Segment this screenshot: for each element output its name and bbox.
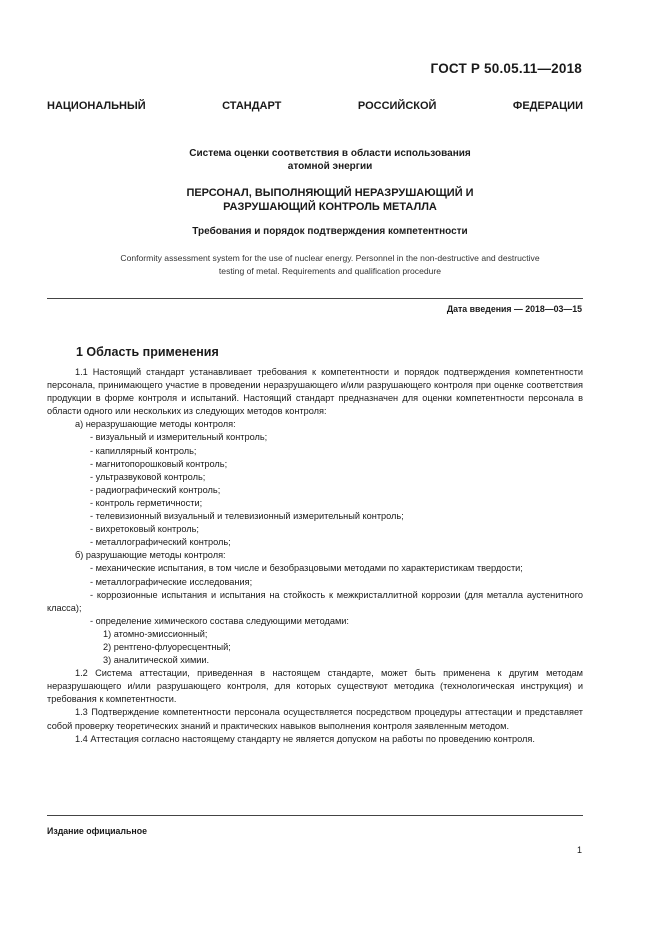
list-item: - механические испытания, в том числе и безобразцовыми методами по характеристикам твердости; [90,563,523,574]
list-item: - контроль герметичности; [90,497,203,508]
paragraph-1-3: 1.3 Подтверждение компетентности персонала осуществляется посредством процедуры аттестации и представляет собой проверку теоретических знаний и практических навыков выполнения контроля заявленным методом. [47,707,583,731]
introduction-date: Дата введения — 2018—03—15 [446,304,582,314]
list-item: - телевизионный визуальный и телевизионный измерительный контроль; [90,511,404,522]
system-title-line1: Система оценки соответствия в области использования [189,148,471,159]
top-divider [47,298,583,299]
list-a-heading: а) неразрушающие методы контроля: [75,419,236,430]
list-item: - металлографические исследования; [90,576,253,587]
footer-divider [47,815,583,816]
sub-list-item: 1) атомно-эмиссионный; [103,628,208,639]
document-title [60,186,600,214]
sub-list-item: 3) аналитической химии. [103,655,210,666]
section-body [47,366,583,746]
list-item: - радиографический контроль; [90,484,221,495]
paragraph-1-2: 1.2 Система аттестации, приведенная в настоящем стандарте, может быть применена к другим методам неразрушающего и/или разрушающего контроля, для которых существуют методика (технологическая инструкция) и требования к компетентности. [47,668,583,705]
paragraph-1-1: 1.1 Настоящий стандарт устанавливает требования к компетентности и порядок подтверждения компетентности персонала, принимающего участие в проведении неразрушающего и/или разрушающего контроля при оценке соответствия продукции в форме контроля и испытаний. Настоящий стандарт предназначен для оценки компетентности персонала в области одного или нескольких из следующих методов контроля: [47,367,583,417]
list-item: - определение химического состава следующими методами: [90,615,349,626]
standard-number: ГОСТ Р 50.05.11—2018 [430,61,582,76]
page-number: 1 [576,845,582,855]
section-heading: 1 Область применения [76,345,219,359]
list-item: - металлографический контроль; [90,537,231,548]
paragraph-1-4: 1.4 Аттестация согласно настоящему стандарту не является допуском на работы по проведению контроля. [75,733,535,744]
edition-label: Издание официальное [47,826,147,836]
list-item: - ультразвуковой контроль; [90,471,206,482]
list-item: - магнитопорошковый контроль; [90,458,228,469]
english-title [60,252,600,278]
english-title-line1: Conformity assessment system for the use of nuclear energy. Personnel in the non-destructive and destructive [120,253,540,263]
list-item: - коррозионные испытания и испытания на стойкость к межкристаллитной коррозии (для металла аустенитного класса); [47,589,583,613]
english-title-line2: testing of metal. Requirements and qualification procedure [218,266,442,276]
list-item: - вихретоковый контроль; [90,524,199,535]
system-title [60,147,600,173]
document-title-line2: РАЗРУШАЮЩИЙ КОНТРОЛЬ МЕТАЛЛА [223,201,437,213]
system-title-line2: атомной энергии [287,161,373,172]
sub-list-item: 2) рентгено-флуоресцентный; [103,641,231,652]
national-standard-title: НАЦИОНАЛЬНЫЙ СТАНДАРТ РОССИЙСКОЙ ФЕДЕРАЦИИ [47,100,583,112]
list-item: - визуальный и измерительный контроль; [90,432,268,443]
list-b-heading: б) разрушающие методы контроля: [75,550,226,561]
document-subtitle: Требования и порядок подтверждения компетентности [192,226,468,237]
document-title-line1: ПЕРСОНАЛ, ВЫПОЛНЯЮЩИЙ НЕРАЗРУШАЮЩИЙ И [186,187,474,199]
list-item: - капиллярный контроль; [90,445,197,456]
